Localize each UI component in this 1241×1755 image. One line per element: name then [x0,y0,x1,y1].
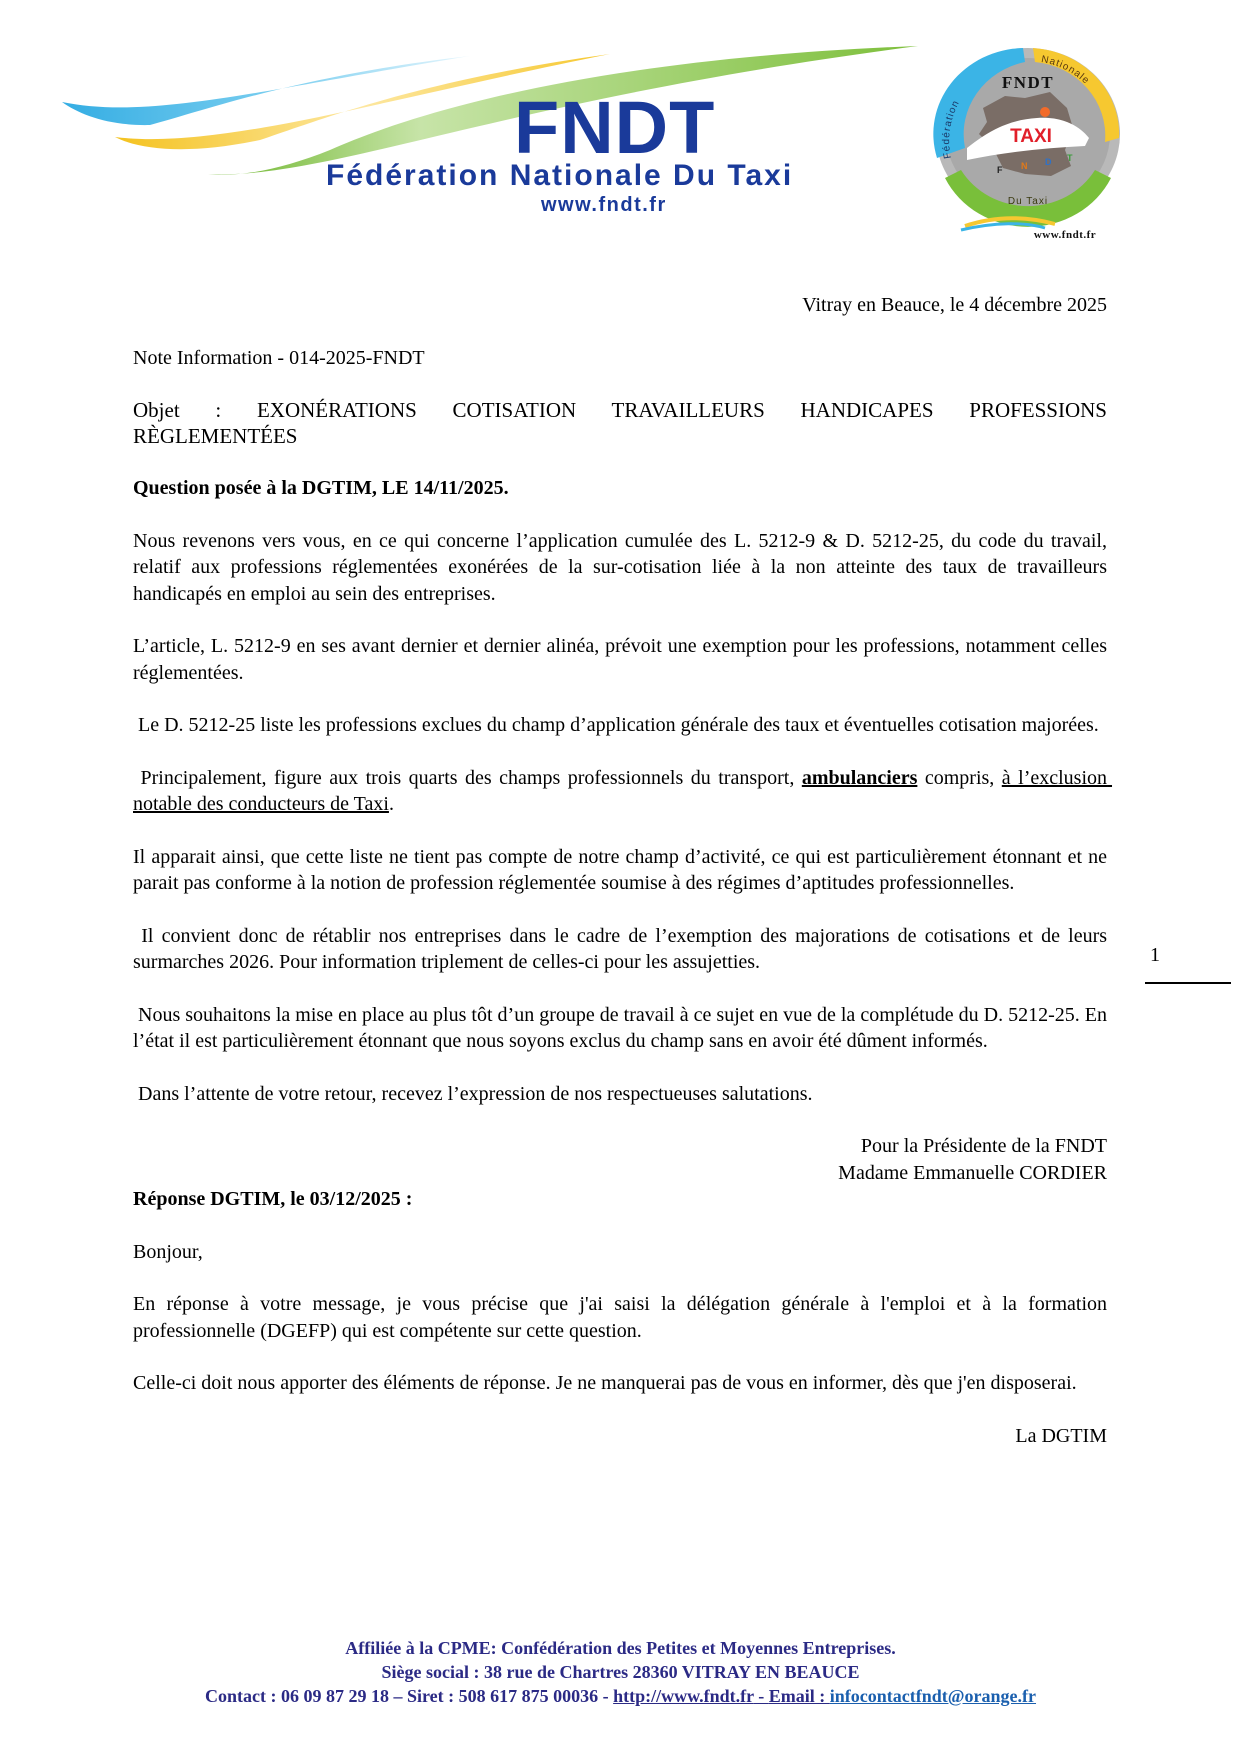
seal-arc-right: Nationale [1040,54,1092,87]
p4-exclusion: à l’exclusion notable des conducteurs de Taxi [133,766,1113,815]
footer-email-label: Email : [768,1686,830,1706]
footer [0,1636,1241,1708]
seal-taxi-sign: TAXI [1010,126,1052,147]
response-paragraph-1: En réponse à votre message, je vous précise que j'ai saisi la délégation générale à l'emploi et à la formation professionnelle (DGEFP) qui est compétente sur cette question. [133,1293,1107,1342]
logo-subtitle: Fédération Nationale Du Taxi [326,159,794,192]
response-greeting: Bonjour, [133,1240,203,1263]
p4-middle: compris, [917,766,1002,789]
footer-contact-text: Contact : 06 09 87 29 18 – Siret : 508 617 875 00036 - [204,1686,614,1706]
fndt-seal-logo [925,38,1130,243]
subject-line-2: RÈGLEMENTÉES [133,424,298,448]
paragraph-6: Il convient donc de rétablir nos entreprises dans le cadre de l’exemption des majorations de cotisations et de leurs surmarches 2026. Pour information triplement de celles-ci pour les assujetties. [133,924,1113,973]
p4-ambulanciers: ambulanciers [801,766,918,789]
paragraph-8: Dans l’attente de votre retour, recevez l’expression de nos respectueuses salutations. [133,1082,813,1105]
seal-sign-letter-d: D [1045,157,1052,167]
footer-website-url[interactable]: http://www.fndt.fr [613,1686,754,1706]
response-signature: La DGTIM [1015,1424,1107,1447]
paragraph-4 [133,765,1113,818]
seal-top-text: FNDT [1001,73,1055,92]
seal-sign-letter-t: T [1067,153,1073,163]
seal-sign-letter-f: F [997,165,1003,175]
response-paragraph-2: Celle-ci doit nous apporter des éléments de réponse. Je ne manquerai pas de vous en informer, dès que j'en disposerai. [133,1372,1077,1394]
paragraph-1: Nous revenons vers vous, en ce qui concerne l’application cumulée des L. 5212-9 & D. 5212-25, du code du travail, relatif aux professions réglementées exonérées de la sur-cotisation liée à la non atteinte des taux de travailleurs handicapés en emploi au sein des entreprises. [133,529,1107,605]
paragraph-7: Nous souhaitons la mise en place au plus tôt d’un groupe de travail à ce sujet en vue de la complétude du D. 5212-25. En l’état il est particulièrement étonnant que nous soyons exclus du champ sans en avoir été dûment informés. [133,1003,1112,1052]
p4-before: Principalement, figure aux trois quarts des champs professionnels du transport, [133,766,802,789]
footer-website-link[interactable] [613,1686,830,1706]
footer-contact [0,1684,1241,1708]
page-number-rule [1145,982,1231,984]
paragraph-3: Le D. 5212-25 liste les professions exclues du champ d’application générale des taux et éventuelles cotisation majorées. [133,714,1099,736]
seal-website: www.fndt.fr [1033,229,1097,241]
subject [133,397,1107,449]
seal-sign-letter-n: N [1021,161,1028,171]
logo-title: FNDT [514,86,716,169]
seal-arc-left: Fédération [941,98,963,160]
p4-after: . [388,793,394,815]
letter-body [133,292,1113,1449]
paragraph-5: Il apparait ainsi, que cette liste ne tient pas compte de notre champ d’activité, ce qui est particulièrement étonnant et ne parait pas conforme à la notion de profession réglementée soumise à des régimes d’aptitudes professionnelles. [133,845,1107,894]
footer-separator: - [753,1686,769,1706]
footer-email-link[interactable]: infocontactfndt@orange.fr [829,1686,1037,1706]
signature-line-2: Madame Emmanuelle CORDIER [838,1161,1107,1184]
swoosh-graphic [0,0,940,240]
footer-affiliation: Affiliée à la CPME: Confédération des Petites et Moyennes Entreprises. [345,1638,896,1658]
seal-arc-bottom: Du Taxi [1007,196,1049,207]
page-number: 1 [1150,944,1160,966]
reference-number: Note Information - 014-2025-FNDT [133,346,425,369]
swoosh-blue [62,56,470,125]
logo-website: www.fndt.fr [541,194,667,216]
place-date: Vitray en Beauce, le 4 décembre 2025 [802,294,1107,316]
subject-line-1: Objet : EXONÉRATIONS COTISATION TRAVAILLEURS HANDICAPES PROFESSIONS [133,398,1107,422]
response-heading: Réponse DGTIM, le 03/12/2025 : [133,1188,413,1210]
footer-address: Siège social : 38 rue de Chartres 28360 VITRAY EN BEAUCE [381,1662,860,1682]
question-heading: Question posée à la DGTIM, LE 14/11/2025. [133,477,509,499]
fndt-banner-logo [0,0,940,240]
signature-line-1: Pour la Présidente de la FNDT [860,1135,1107,1157]
paragraph-2: L’article, L. 5212-9 en ses avant dernier et dernier alinéa, prévoit une exemption pour les professions, notamment celles réglementées. [133,635,1107,684]
